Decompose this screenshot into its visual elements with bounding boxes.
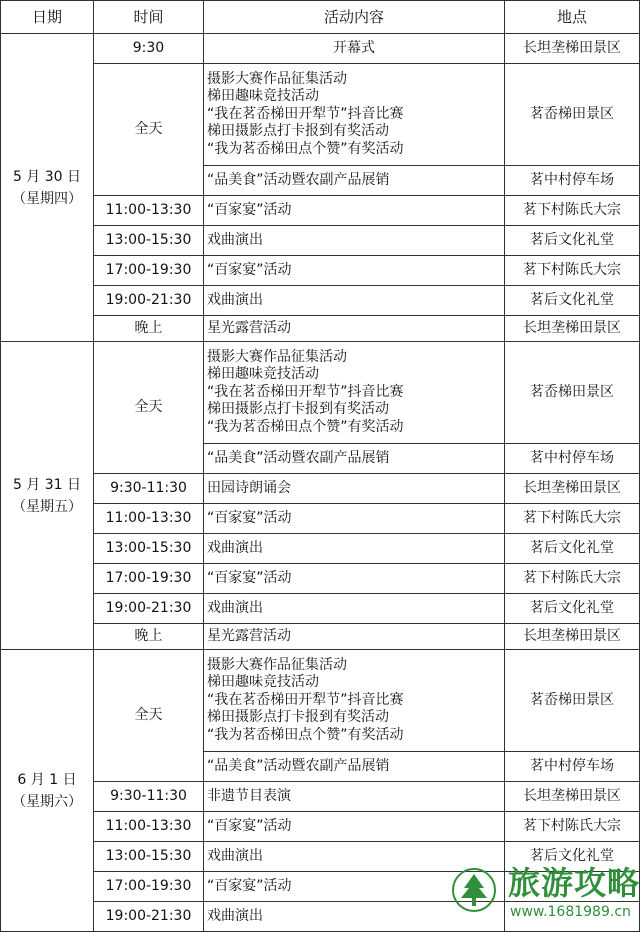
header-date: 日期 — [1, 1, 94, 34]
table-row — [1, 650, 640, 752]
location-cell: 茗后文化礼堂 — [505, 286, 640, 316]
activity-cell: 非遗节目表演 — [204, 782, 505, 812]
location-cell: 长坦垄梯田景区 — [505, 474, 640, 504]
table-row — [1, 64, 640, 166]
activity-line: “我为茗岙梯田点个赞”有奖活动 — [207, 726, 404, 743]
activity-line: 梯田趣味竞技活动 — [207, 88, 319, 105]
time-cell: 9:30-11:30 — [94, 782, 204, 812]
activity-cell — [204, 64, 505, 166]
table-row — [1, 504, 640, 534]
location-cell: 茗后文化礼堂 — [505, 842, 640, 872]
activity-cell: 戏曲演出 — [204, 226, 505, 256]
time-cell: 19:00-21:30 — [94, 594, 204, 624]
time-cell: 全天 — [94, 64, 204, 196]
watermark — [438, 862, 638, 924]
location-cell: 茗岙梯田景区 — [505, 342, 640, 444]
activity-cell: “百家宴”活动 — [204, 564, 505, 594]
weekday-label: （星期四） — [12, 190, 82, 207]
activity-line: 梯田摄影点打卡报到有奖活动 — [207, 123, 389, 140]
time-cell: 11:00-13:30 — [94, 196, 204, 226]
activity-cell: “百家宴”活动 — [204, 256, 505, 286]
time-cell: 13:00-15:30 — [94, 226, 204, 256]
table-row — [1, 564, 640, 594]
activity-cell: 星光露营活动 — [204, 316, 505, 342]
table-row — [1, 34, 640, 64]
weekday-label: （星期五） — [12, 498, 82, 515]
time-cell: 13:00-15:30 — [94, 534, 204, 564]
date-cell — [1, 34, 94, 342]
tree-icon — [448, 868, 500, 914]
table-row — [1, 624, 640, 650]
table-row — [1, 316, 640, 342]
time-cell: 17:00-19:30 — [94, 872, 204, 902]
time-cell: 17:00-19:30 — [94, 564, 204, 594]
time-cell: 全天 — [94, 342, 204, 474]
location-cell: 茗中村停车场 — [505, 444, 640, 474]
location-cell: 茗下村陈氏大宗 — [505, 504, 640, 534]
activity-cell: 戏曲演出 — [204, 842, 505, 872]
weekday-label: （星期六） — [12, 793, 82, 810]
activity-cell: “品美食”活动暨农副产品展销 — [204, 752, 505, 782]
date-label: 5 月 30 日 — [12, 168, 82, 185]
activity-cell: “品美食”活动暨农副产品展销 — [204, 444, 505, 474]
activity-line: 梯田趣味竞技活动 — [207, 674, 319, 691]
location-cell: 茗岙梯田景区 — [505, 650, 640, 752]
header-location: 地点 — [505, 1, 640, 34]
watermark-name: 旅游攻略 — [508, 864, 640, 902]
table-row — [1, 594, 640, 624]
location-cell: 长坦垄梯田景区 — [505, 624, 640, 650]
activity-line: “我在茗岙梯田开犁节”抖音比赛 — [207, 383, 404, 400]
location-cell: 长坦垄梯田景区 — [505, 782, 640, 812]
table-row — [1, 286, 640, 316]
activity-line: 梯田摄影点打卡报到有奖活动 — [207, 709, 389, 726]
location-cell: 茗岙梯田景区 — [505, 64, 640, 166]
time-cell: 11:00-13:30 — [94, 504, 204, 534]
time-cell: 17:00-19:30 — [94, 256, 204, 286]
activity-cell — [204, 650, 505, 752]
time-cell: 19:00-21:30 — [94, 286, 204, 316]
activity-cell: 戏曲演出 — [204, 534, 505, 564]
activity-cell: “品美食”活动暨农副产品展销 — [204, 166, 505, 196]
date-label: 6 月 1 日 — [17, 771, 77, 788]
activity-line: “我在茗岙梯田开犁节”抖音比赛 — [207, 105, 404, 122]
header-row — [1, 1, 640, 34]
date-cell — [1, 650, 94, 932]
table-row — [1, 812, 640, 842]
activity-cell — [204, 342, 505, 444]
activity-line: 摄影大赛作品征集活动 — [207, 656, 347, 673]
activity-line: “我为茗岙梯田点个赞”有奖活动 — [207, 140, 404, 157]
activity-cell: “百家宴”活动 — [204, 812, 505, 842]
table-row — [1, 782, 640, 812]
location-cell: 茗下村陈氏大宗 — [505, 196, 640, 226]
table-row — [1, 342, 640, 444]
time-cell: 晚上 — [94, 624, 204, 650]
time-cell: 9:30 — [94, 34, 204, 64]
activity-cell: “百家宴”活动 — [204, 872, 505, 902]
location-cell: 茗中村停车场 — [505, 166, 640, 196]
activity-cell: 星光露营活动 — [204, 624, 505, 650]
activity-cell: 开幕式 — [204, 34, 505, 64]
location-cell: 长坦垄梯田景区 — [505, 316, 640, 342]
activity-cell: “百家宴”活动 — [204, 196, 505, 226]
time-cell: 晚上 — [94, 316, 204, 342]
location-cell: 长坦垄梯田景区 — [505, 34, 640, 64]
location-cell: 茗下村陈氏大宗 — [505, 564, 640, 594]
location-cell: 茗下村陈氏大宗 — [505, 256, 640, 286]
date-label: 5 月 31 日 — [12, 476, 82, 493]
activity-line: “我在茗岙梯田开犁节”抖音比赛 — [207, 691, 404, 708]
time-cell: 19:00-21:30 — [94, 902, 204, 932]
activity-line: 摄影大赛作品征集活动 — [207, 70, 347, 87]
activity-line: 摄影大赛作品征集活动 — [207, 348, 347, 365]
watermark-url: www.1681989.cn — [510, 904, 631, 920]
activity-cell: 戏曲演出 — [204, 902, 505, 932]
table-row — [1, 534, 640, 564]
time-cell: 13:00-15:30 — [94, 842, 204, 872]
activity-line: “我为茗岙梯田点个赞”有奖活动 — [207, 418, 404, 435]
table-row — [1, 474, 640, 504]
location-cell: 茗后文化礼堂 — [505, 594, 640, 624]
activity-line: 梯田摄影点打卡报到有奖活动 — [207, 401, 389, 418]
location-cell: 茗后文化礼堂 — [505, 226, 640, 256]
location-cell: 茗下村陈氏大宗 — [505, 812, 640, 842]
header-time: 时间 — [94, 1, 204, 34]
activity-line: 梯田趣味竞技活动 — [207, 366, 319, 383]
location-cell: 茗中村停车场 — [505, 752, 640, 782]
activity-cell: 戏曲演出 — [204, 594, 505, 624]
activity-cell: 戏曲演出 — [204, 286, 505, 316]
time-cell: 11:00-13:30 — [94, 812, 204, 842]
location-cell: 茗后文化礼堂 — [505, 534, 640, 564]
activity-cell: 田园诗朗诵会 — [204, 474, 505, 504]
table-row — [1, 256, 640, 286]
schedule-body — [1, 34, 640, 932]
time-cell: 9:30-11:30 — [94, 474, 204, 504]
header-activity: 活动内容 — [204, 1, 505, 34]
table-row — [1, 226, 640, 256]
activity-cell: “百家宴”活动 — [204, 504, 505, 534]
table-row — [1, 196, 640, 226]
date-cell — [1, 342, 94, 650]
time-cell: 全天 — [94, 650, 204, 782]
